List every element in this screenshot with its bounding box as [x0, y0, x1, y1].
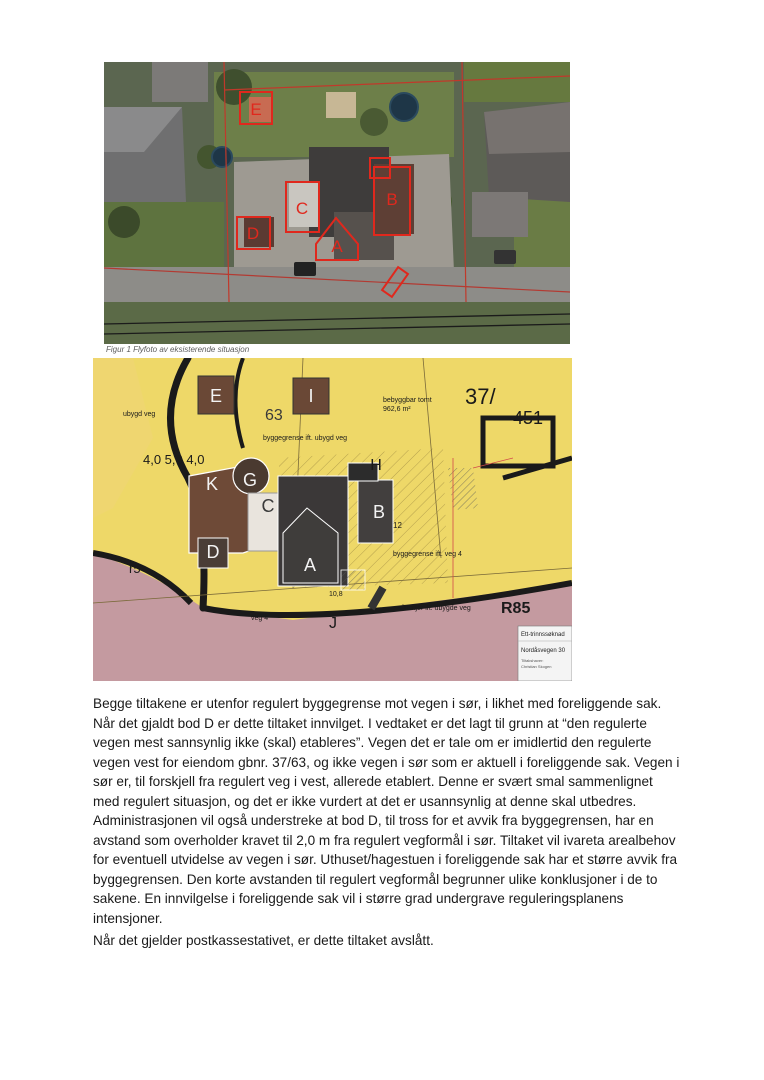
title-block-line1: Ett-trinnssøknad: [521, 632, 565, 638]
map-label-e: E: [209, 386, 223, 406]
trampoline: [390, 93, 418, 121]
map-text-parcel-451: 451: [513, 408, 544, 428]
map-label-k: K: [205, 474, 219, 494]
aerial-photo-figure: [104, 62, 570, 344]
body-paragraph-2: Når det gjelder postkassestativet, er dette tiltaket avslått.: [93, 933, 434, 948]
label-b: B: [386, 190, 398, 209]
map-text-plot-number: 63: [265, 407, 283, 424]
map-text-ubygd-veg: ubygd veg: [123, 411, 156, 418]
map-label-h: H: [370, 457, 382, 474]
map-text-r85: R85: [501, 600, 531, 617]
map-label-i: I: [308, 386, 314, 406]
site-plan-figure: [93, 358, 572, 681]
title-block-line2: Nordåsvegen 30: [521, 648, 566, 654]
figure1-caption: Figur 1 Flyfoto av eksisterende situasjon: [106, 345, 250, 354]
map-label-d: D: [206, 542, 220, 562]
map-text-bebyggbar-1: bebyggbar tomt: [383, 397, 432, 404]
map-text-r5: r5: [129, 561, 141, 576]
map-text-bebyggbar-2: 962,6 m²: [383, 406, 411, 413]
map-label-j: J: [329, 615, 337, 632]
map-text-byggegrense-north: byggegrense ift. ubygd veg: [263, 435, 348, 442]
map-text-dim-left: 4,0 5,0 4,0: [143, 452, 205, 467]
body-paragraph-1: Begge tiltakene er utenfor regulert byggegrense mot vegen i sør, i likhet med foreliggende sak. Når det gjaldt bod D er dette tiltaket innvilget. I vedtaket er det lagt til grunn at “den regulerte vegen mest sannsynlig ikke (skal) etableres”. Vegen det er tale om er imidlertid den regulerte vegen vest for eiendom gbnr. 37/63, og ikke vegen i sør som er aktuell i foreliggende sak. Vegen i sør er, til forskjell fra regulert veg i vest, allerede etablert. Denne er svært smal sammenlignet med regulert situasjon, og det er ikke vurdert at det er usannsynlig at denne skal utbedres. Administrasjonen vil også understreke at bod D, til tross for et avvik fra byggegrensen, har en avstand som overholder kravet til 2,0 m fra regulert vegformål i sør. Tiltaket vil ivareta arealbehov for eventuell utvidelse av vegen i sør. Uthuset/hagestuen i foreliggende sak har et større avvik fra byggegrensen. Den korte avstanden til regulert vegformål begrunner ulike konklusjoner i de to sakene. En innvilgelse i foreliggende sak vil i større grad undergrave reguleringsplanens intensjoner.: [93, 696, 680, 926]
map-label-b: B: [372, 502, 386, 522]
label-d: D: [246, 224, 260, 243]
label-a: A: [331, 237, 343, 256]
map-label-c: C: [261, 496, 275, 516]
map-text-small-number: 12: [393, 521, 402, 530]
label-e: E: [250, 100, 262, 119]
road: [104, 267, 570, 302]
map-text-measure: 10,8: [329, 591, 343, 598]
map-text-veg-4: veg 4: [251, 615, 269, 622]
map-label-a: A: [303, 555, 317, 575]
title-block-line3: Tiltakshaver:: [521, 658, 544, 663]
map-text-byggegrense-south: byggegrense ift. veg 4: [393, 551, 462, 558]
map-text-parcel-37: 37/: [465, 384, 496, 409]
label-c: C: [295, 199, 309, 218]
map-text-siktlinjer: siktlinjer ift. ubygde veg: [398, 605, 471, 612]
title-block-line4: Christian Skogen: [521, 664, 552, 669]
map-label-g: G: [242, 470, 258, 490]
